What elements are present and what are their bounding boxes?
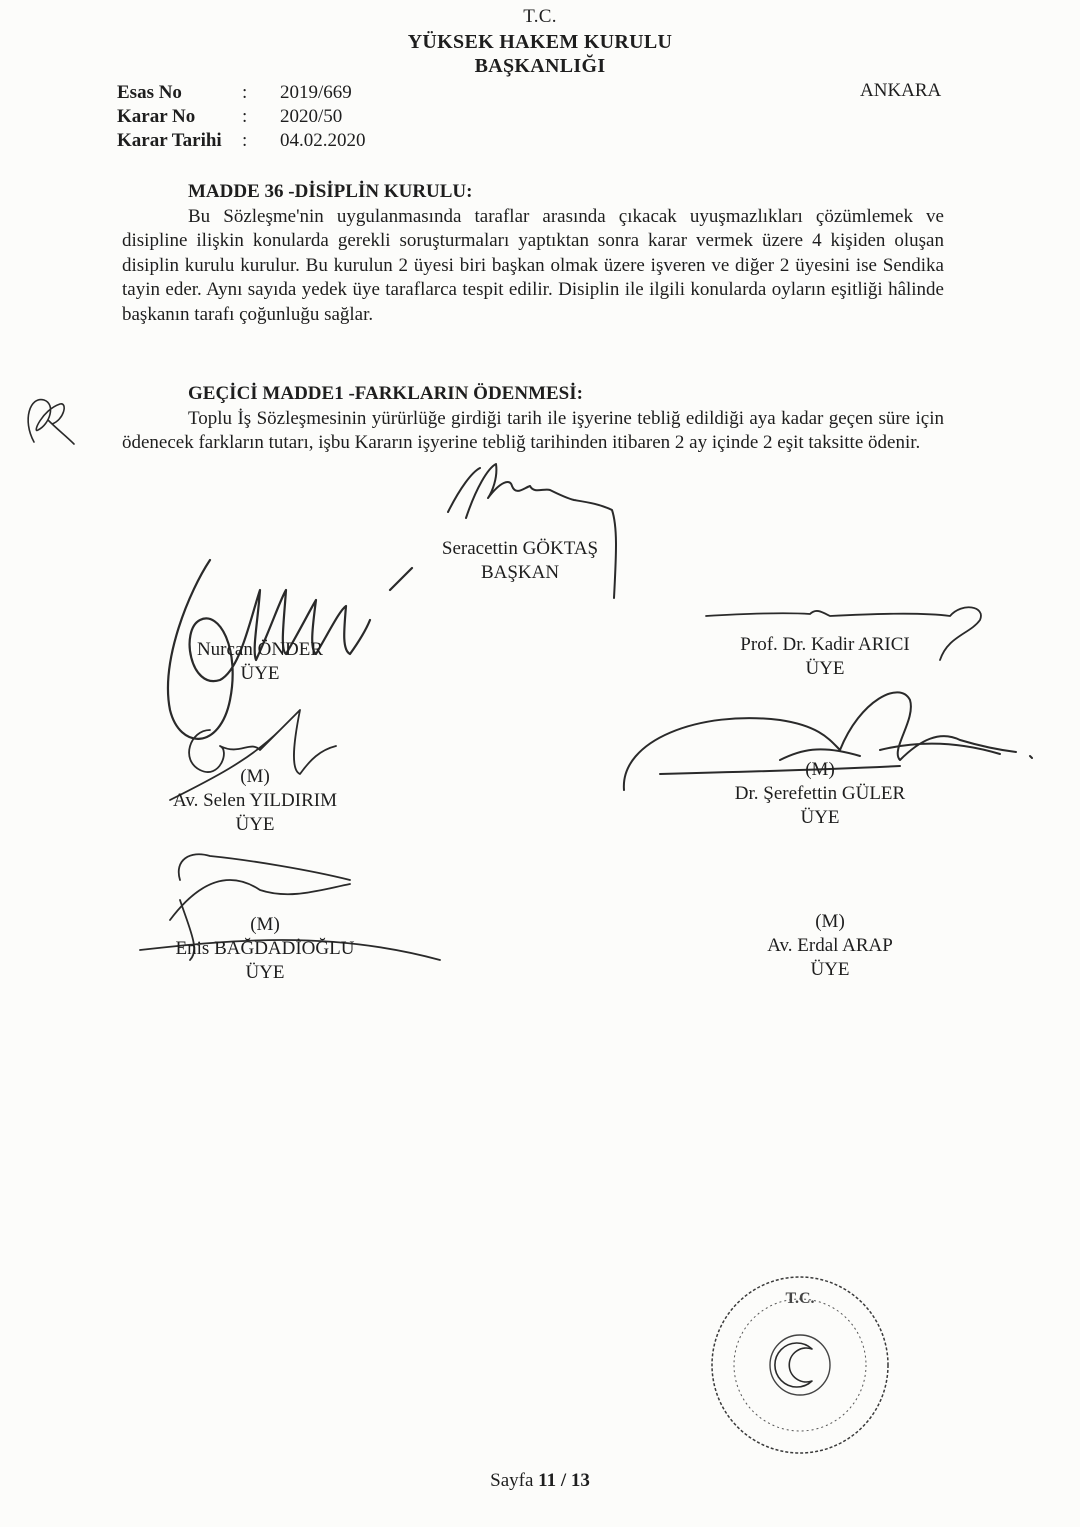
karar-label: Karar No: [117, 106, 196, 127]
header-institution: YÜKSEK HAKEM KURULU: [407, 31, 673, 53]
signatory-role: ÜYE: [240, 663, 280, 684]
signatory-note: (M): [805, 759, 835, 780]
signatory-note: (M): [815, 911, 845, 932]
page-total: 13: [570, 1470, 590, 1491]
colon: :: [242, 82, 248, 103]
initials-mark-icon: [12, 390, 82, 460]
page-label: Sayfa: [490, 1470, 534, 1491]
signature-president: [400, 537, 640, 585]
article-36: [122, 180, 944, 327]
signatory-name: Av. Erdal ARAP: [767, 935, 893, 956]
signatory-name: Seracettin GÖKTAŞ: [441, 538, 599, 559]
signatory-role: ÜYE: [800, 807, 840, 828]
page-current: 11: [538, 1470, 557, 1491]
article-body: Bu Sözleşme'nin uygulanmasında taraflar arasında çıkacak uyuşmazlıkları çözümlemek ve disipline ilişkin konularda gerekli soruşturmaları yaptıktan sonra karar vermek üzere 4 kişiden oluşan disiplin kurulu kurulur. Bu kurulun 2 üyesi biri başkan olmak üzere işveren ve diğer 2 üyesini ise Sendika tayin eder. Aynı sayıda yedek üye taraflarca tespit edilir. Disiplin ile ilgili konularda oyların eşitliği hâlinde başkanın tarafı çoğunluğu sağlar.: [122, 205, 944, 325]
meta-karar: [117, 106, 342, 128]
temporary-article-1: [122, 382, 944, 456]
signatory-name: Enis BAĞDADİOĞLU: [175, 938, 355, 959]
esas-value: 2019/669: [280, 82, 352, 103]
signatory-name: Av. Selen YILDIRIM: [173, 790, 337, 811]
tarih-label: Karar Tarihi: [117, 130, 222, 151]
signatory-role: ÜYE: [805, 658, 845, 679]
header-presidency: BAŞKANLIĞI: [474, 55, 606, 77]
meta-esas: [117, 82, 352, 104]
article-title: MADDE 36 -DİSİPLİN KURULU:: [188, 181, 473, 202]
signature-member5: [150, 913, 380, 985]
city: ANKARA: [860, 80, 942, 101]
signatory-name: Prof. Dr. Kadir ARICI: [740, 634, 910, 655]
meta-tarih: [117, 130, 366, 152]
page-separator: /: [560, 1470, 567, 1491]
colon: :: [242, 106, 248, 127]
signatory-role: ÜYE: [235, 814, 275, 835]
colon: :: [242, 130, 248, 151]
signatory-name: Nurcan ÖNDER: [196, 639, 324, 660]
signatory-note: (M): [240, 766, 270, 787]
signature-member3: [150, 765, 360, 837]
signatory-role: BAŞKAN: [480, 562, 560, 583]
karar-value: 2020/50: [280, 106, 343, 127]
signatory-name: Dr. Şerefettin GÜLER: [734, 783, 906, 804]
seal-text: T.C.: [785, 1290, 815, 1307]
article-body: Toplu İş Sözleşmesinin yürürlüğe girdiği tarih ile işyerine tebliğ edildiği aya kadar geçen süre için ödenecek farkların tutarı, işbu Kararın işyerine tebliğ tarihinden itibaren 2 ay içinde 2 eşit taksitte ödenir.: [122, 407, 944, 453]
header-tc: T.C.: [523, 6, 557, 27]
page-number: [0, 1470, 1080, 1492]
article-title: GEÇİCİ MADDE1 -FARKLARIN ÖDENMESİ:: [188, 383, 583, 404]
signature-member2: [710, 633, 940, 681]
signature-member4: [690, 758, 950, 830]
official-seal-icon: [700, 1265, 900, 1465]
signatory-note: (M): [250, 914, 280, 935]
tarih-value: 04.02.2020: [280, 130, 366, 151]
signature-member1: [160, 638, 360, 686]
signature-member6: [715, 910, 945, 982]
signatory-role: ÜYE: [245, 962, 285, 983]
esas-label: Esas No: [117, 82, 182, 103]
signatory-role: ÜYE: [810, 959, 850, 980]
